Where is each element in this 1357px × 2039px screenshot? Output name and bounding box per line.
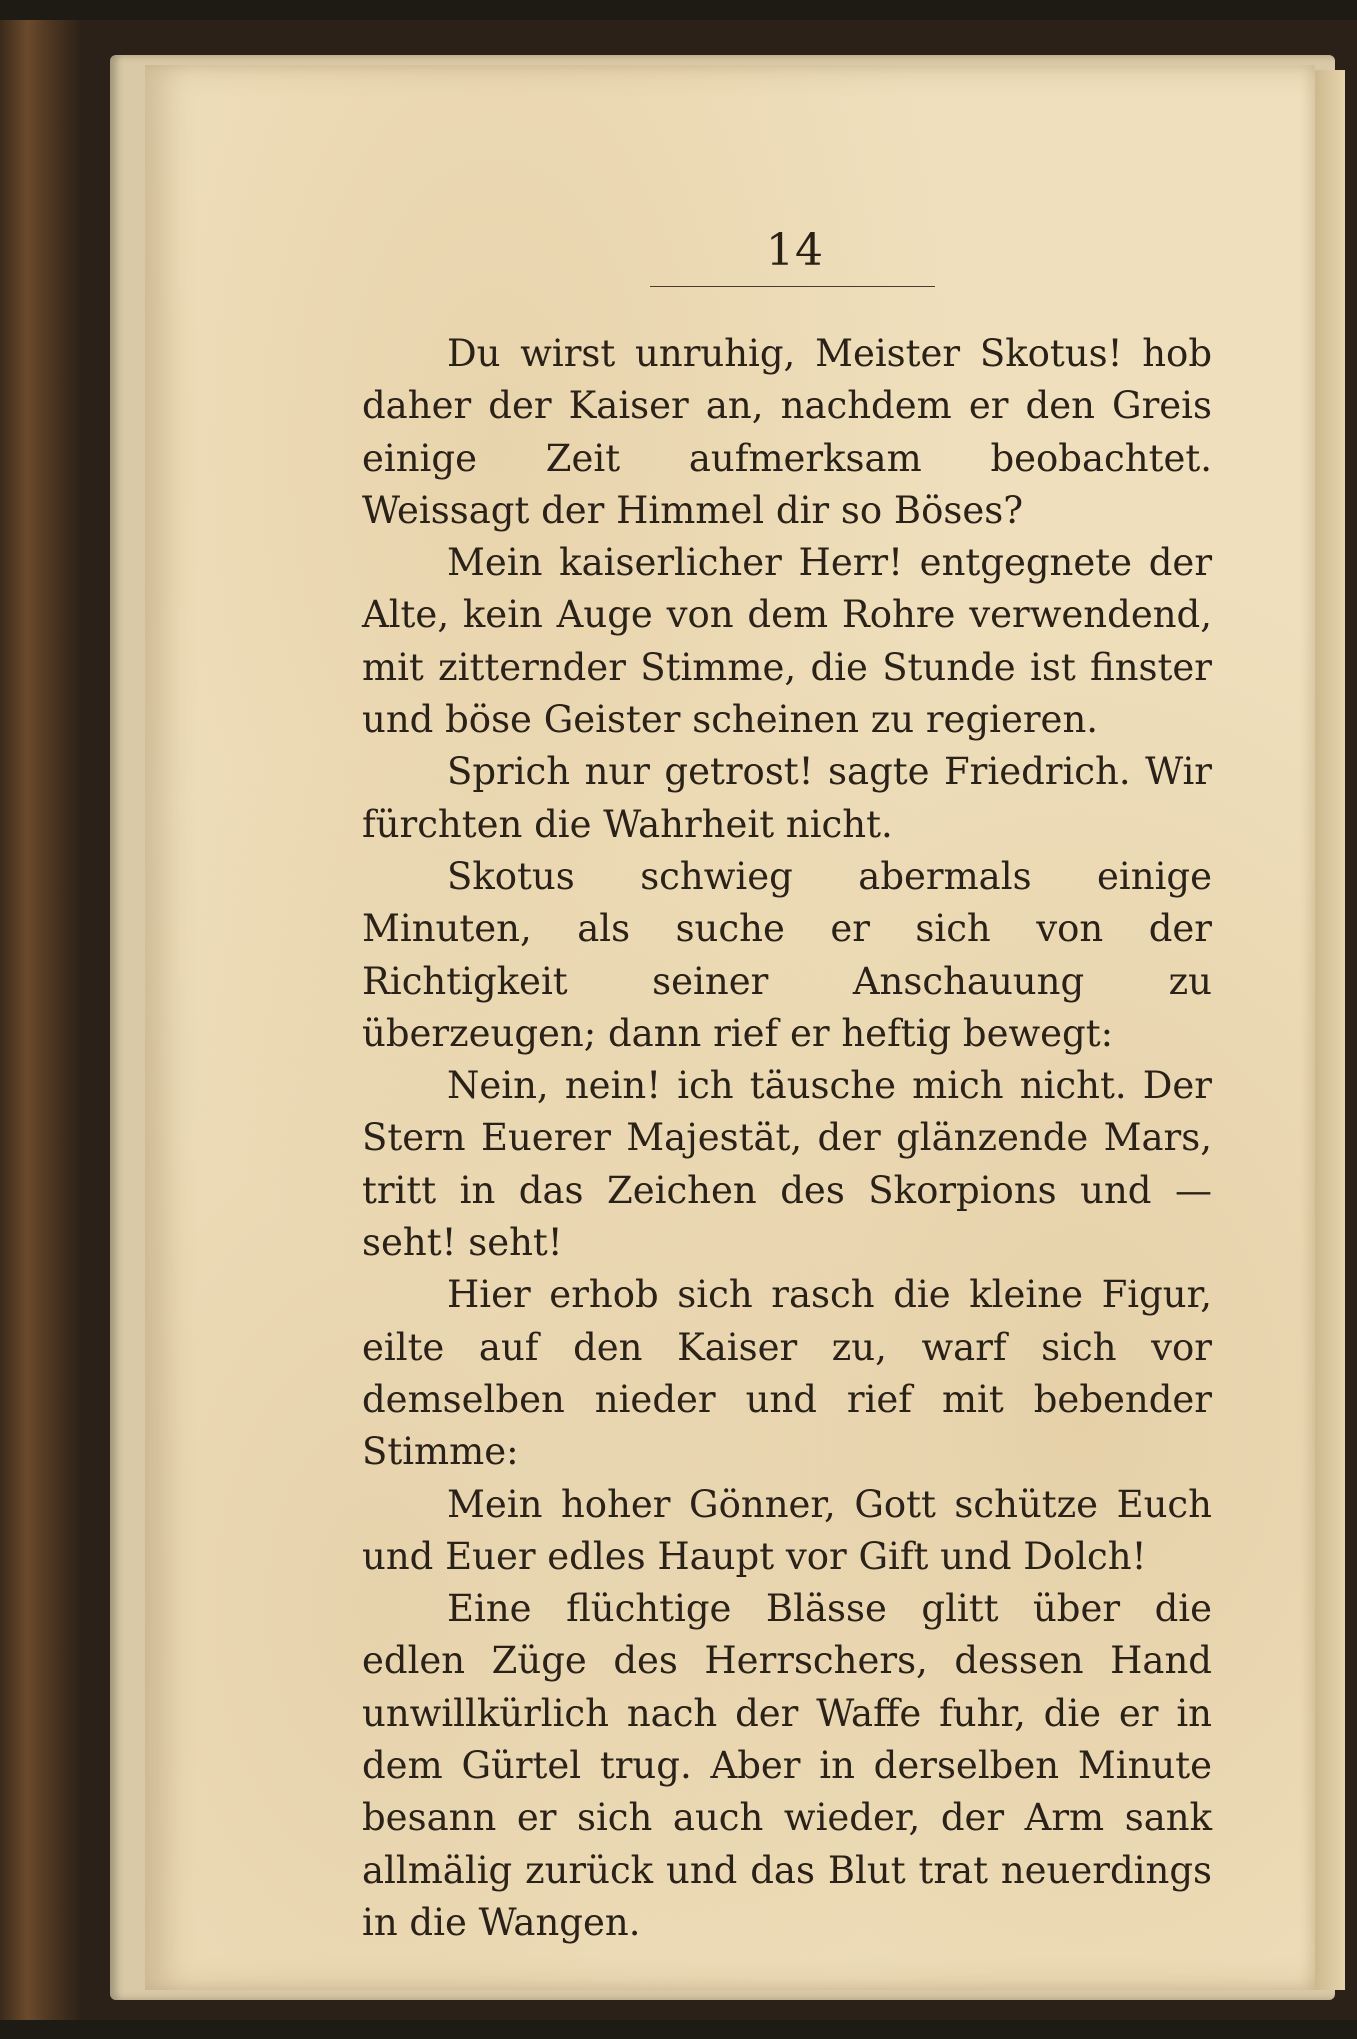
body-text xyxy=(362,328,1212,1949)
paragraph: Mein hoher Gönner, Gott schütze Euch und Euer edles Haupt vor Gift und Dolch! xyxy=(362,1482,1212,1578)
paragraph: Sprich nur getrost! sagte Friedrich. Wir fürchten die Wahrheit nicht. xyxy=(362,750,1212,846)
paragraph: Hier erhob sich rasch die kleine Figur, eilte auf den Kaiser zu, warf sich vor demselben nieder und rief mit bebender Stimme: xyxy=(362,1273,1212,1474)
facing-leaf-edge xyxy=(1315,70,1345,1990)
paragraph: Mein kaiserlicher Herr! entgegnete der Alte, kein Auge von dem Rohre verwendend, mit zitternder Stimme, die Stunde ist finster und böse Geister scheinen zu regieren. xyxy=(362,541,1212,742)
paragraph: Skotus schwieg abermals einige Minuten, als suche er sich von der Richtigkeit seiner Anschauung zu überzeugen; dann rief er heftig bewegt: xyxy=(362,854,1212,1055)
page-number: 14 xyxy=(766,225,824,276)
paragraph: Eine flüchtige Blässe glitt über die edlen Züge des Herrschers, dessen Hand unwillkürlich nach der Waffe fuhr, die er in dem Gürtel trug. Aber in derselben Minute besann er sich auch wieder, der Arm sank allmälig zurück und das Blut trat neuerdings in die Wangen. xyxy=(362,1587,1212,1944)
paragraph: Du wirst unruhig, Meister Skotus! hob daher der Kaiser an, nachdem er den Greis einige Zeit aufmerksam beobachtet. Weissagt der Himmel dir so Böses? xyxy=(362,332,1212,532)
paragraph: Nein, nein! ich täusche mich nicht. Der Stern Euerer Majestät, der glänzende Mars, tritt in das Zeichen des Skorpions und — seht! seht! xyxy=(362,1064,1212,1265)
header-rule xyxy=(650,286,935,287)
